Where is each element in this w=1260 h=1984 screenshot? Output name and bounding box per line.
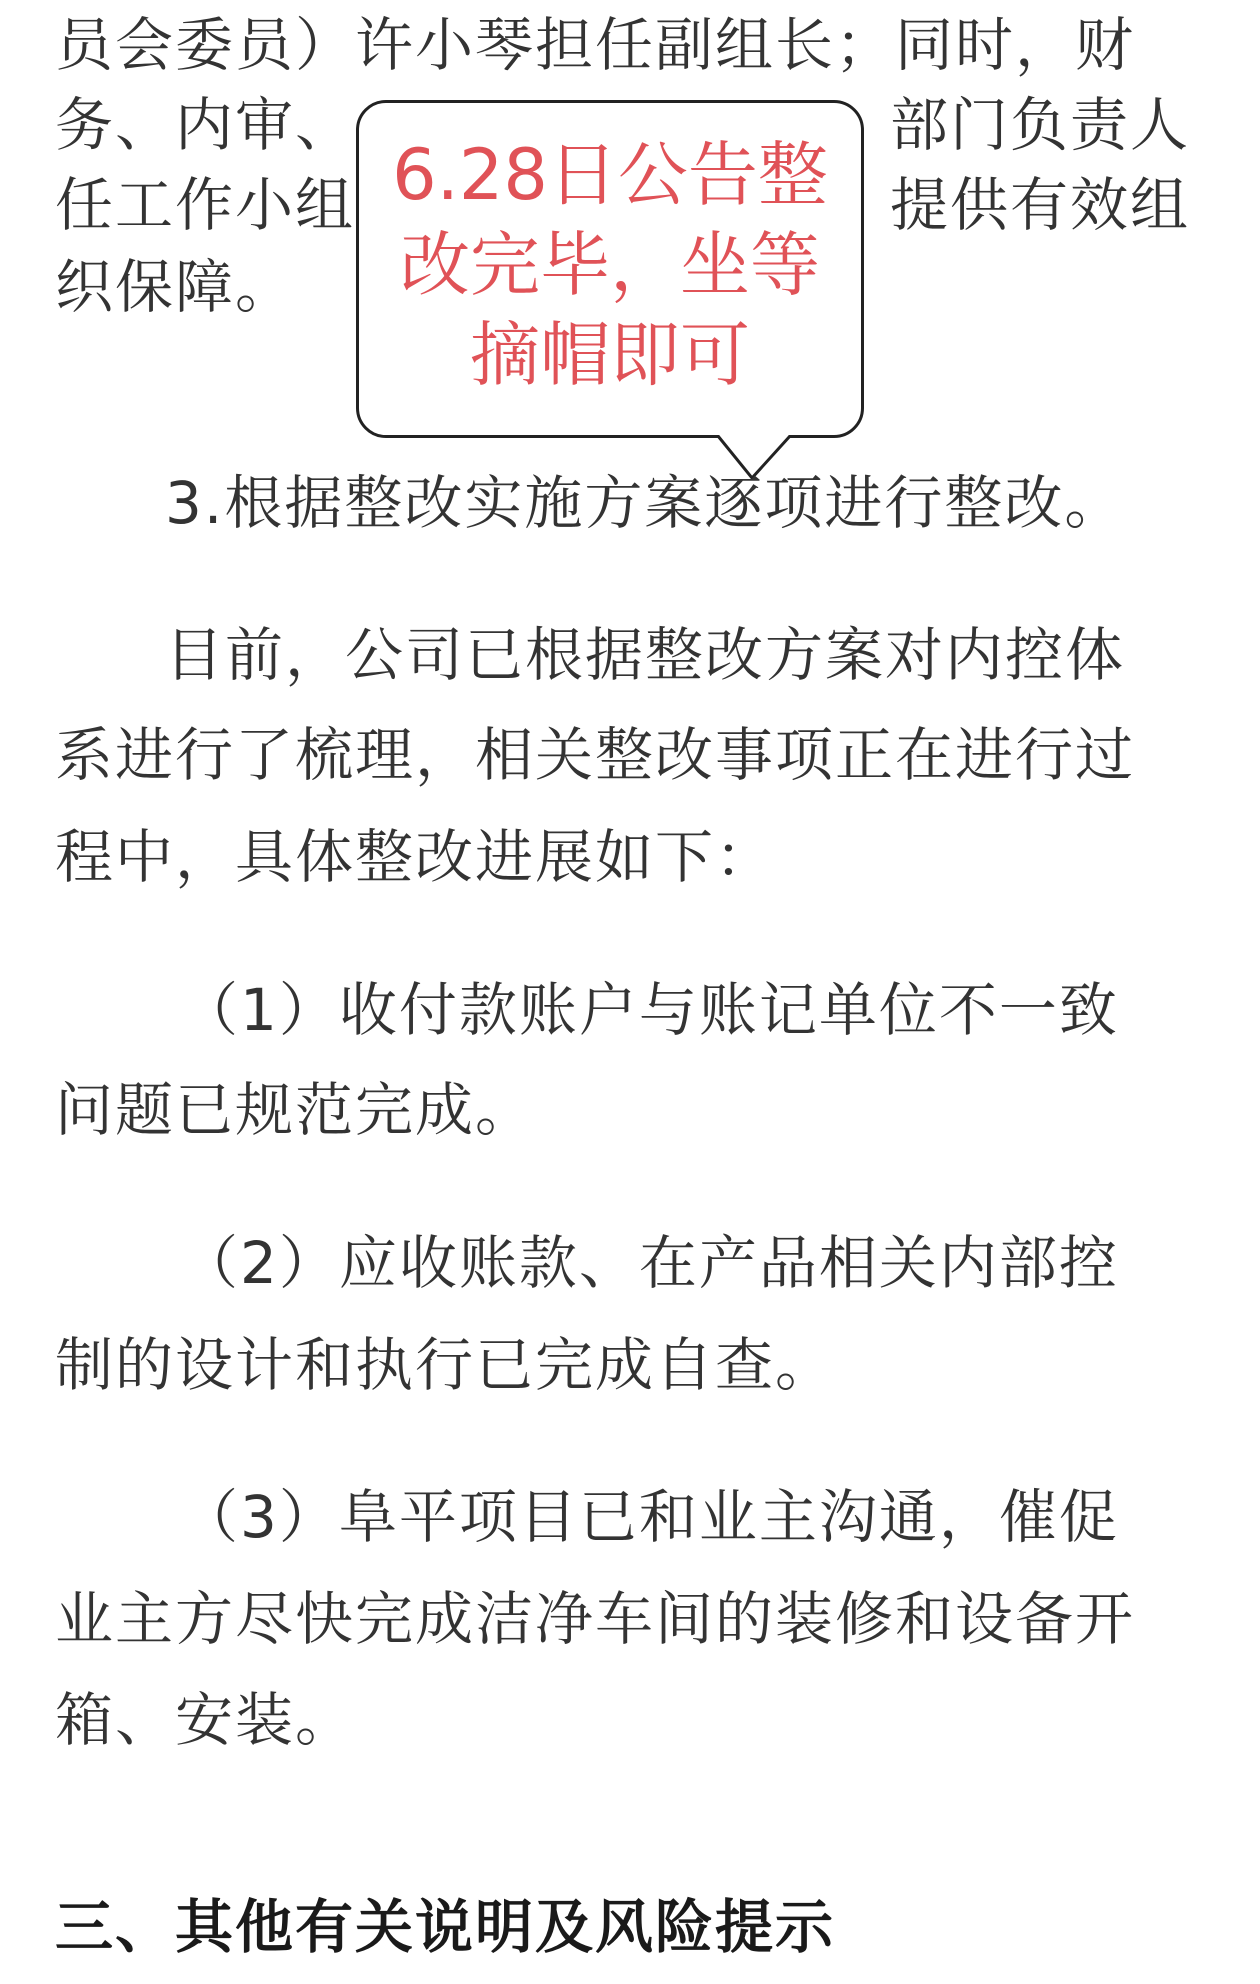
paragraph-line: 员会委员）许小琴担任副组长；同时，财: [55, 11, 1136, 79]
progress-item-3: （3）阜平项目已和业主沟通，催促: [180, 1483, 1119, 1551]
paragraph-line: 程中，具体整改进展如下：: [55, 823, 776, 891]
progress-item-3-cont: 业主方尽快完成洁净车间的装修和设备开: [55, 1585, 1136, 1653]
paragraph-line-fragment: 提供有效组: [890, 171, 1191, 239]
paragraph-line: 织保障。: [55, 253, 296, 321]
section-heading: 三、其他有关说明及风险提示: [55, 1893, 836, 1961]
progress-item-2: （2）应收账款、在产品相关内部控: [180, 1229, 1119, 1297]
callout-line: 改完毕，坐等: [400, 224, 820, 306]
paragraph-line-fragment: 部门负责人: [890, 91, 1191, 159]
progress-item-2-cont: 制的设计和执行已完成自查。: [55, 1331, 836, 1399]
paragraph-line: 务、内审、: [55, 91, 356, 159]
callout-text: [356, 130, 864, 400]
progress-item-1: （1）收付款账户与账记单位不一致: [180, 976, 1119, 1044]
paragraph-line: 系进行了梳理，相关整改事项正在进行过: [55, 721, 1136, 789]
callout-line: 6.28日公告整: [392, 134, 828, 216]
callout-line: 摘帽即可: [470, 314, 750, 396]
paragraph-line: 目前，公司已根据整改方案对内控体: [165, 621, 1126, 689]
paragraph-line: 任工作小组: [55, 171, 356, 239]
list-item-3: 3.根据整改实施方案逐项进行整改。: [165, 469, 1125, 537]
progress-item-1-cont: 问题已规范完成。: [55, 1076, 536, 1144]
progress-item-3-cont: 箱、安装。: [55, 1686, 356, 1754]
